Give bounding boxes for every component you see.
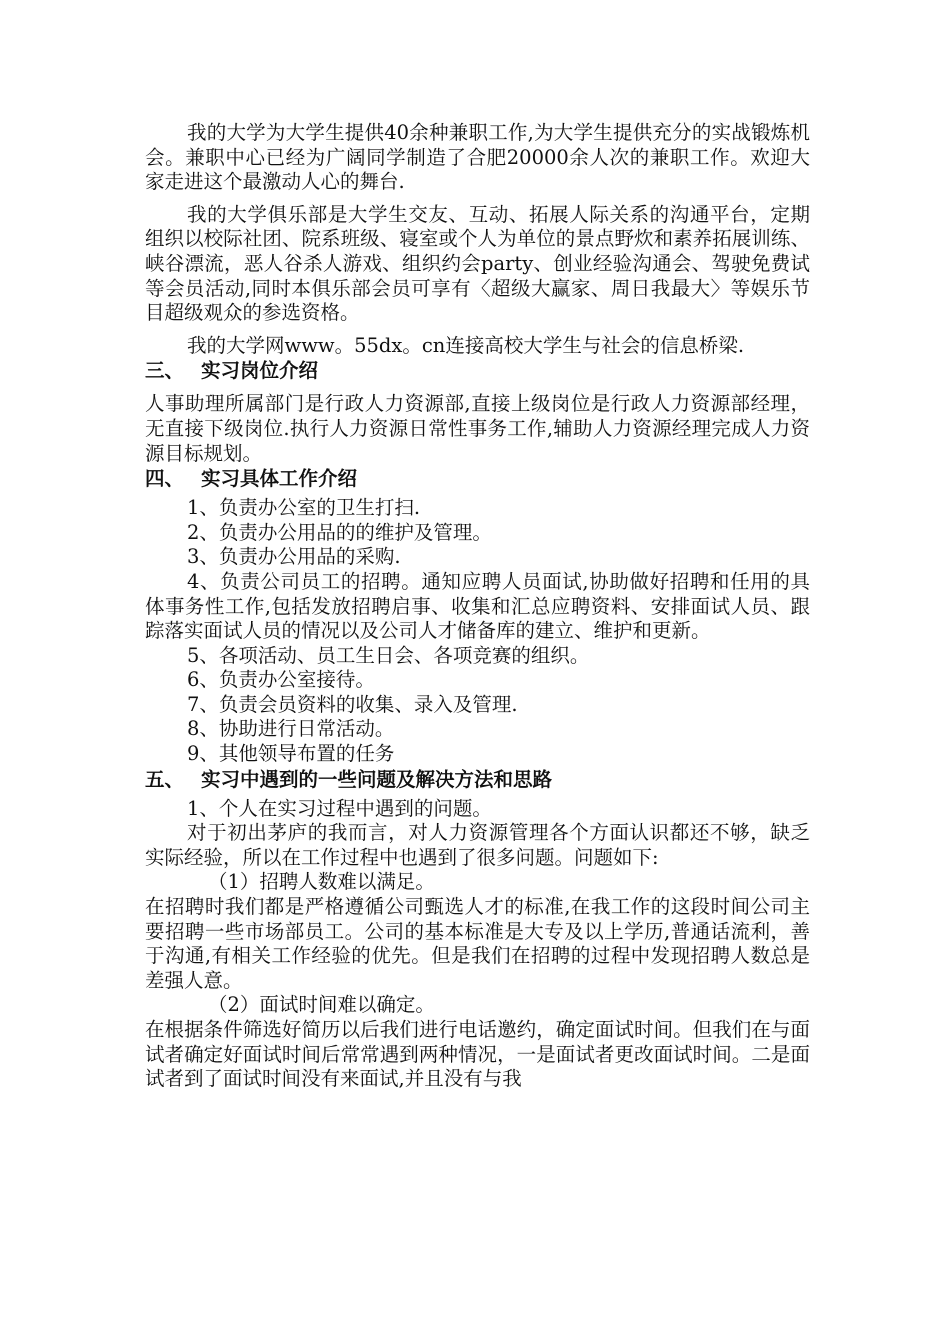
duty-item: 4、负责公司员工的招聘。通知应聘人员面试,协助做好招聘和任用的具体事务性工作,包括发放招聘启事、收集和汇总应聘资料、安排面试人员、跟踪落实面试人员的情况以及公司人才储备库的建立、维护和更新。	[145, 569, 810, 643]
duty-item: 6、负责办公室接待。	[187, 668, 375, 692]
problem-1-body: 在招聘时我们都是严格遵循公司甄选人才的标准,在我工作的这段时间公司主要招聘一些市场部员工。公司的基本标准是大专及以上学历,普通话流利，善于沟通,有相关工作经验的优先。但是我们在招聘的过程中发现招聘人数总是差强人意。	[145, 895, 810, 992]
section-5-heading	[145, 767, 810, 793]
problem-2-body: 在根据条件筛选好简历以后我们进行电话邀约，确定面试时间。但我们在与面试者确定好面试时间后常常遇到两种情况，一是面试者更改面试时间。二是面试者到了面试时间没有来面试,并且没有与我	[145, 1018, 810, 1091]
duty-item: 9、其他领导布置的任务	[187, 742, 395, 766]
duty-item: 3、负责办公用品的采购.	[187, 545, 401, 569]
section-4-heading	[145, 466, 810, 492]
duty-item: 2、负责办公用品的的维护及管理。	[187, 520, 492, 544]
document-page	[145, 121, 810, 1092]
problem-1-title: （1）招聘人数难以满足。	[208, 870, 435, 894]
section-3-body: 人事助理所属部门是行政人力资源部,直接上级岗位是行政人力资源部经理，无直接下级岗位.执行人力资源日常性事务工作,辅助人力资源经理完成人力资源目标规划。	[145, 392, 810, 465]
section-3-title: 实习岗位介绍	[201, 359, 319, 383]
intro-paragraph-3: 我的大学网www。55dx。cn连接高校大学生与社会的信息桥梁.	[187, 333, 745, 357]
duty-item: 7、负责会员资料的收集、录入及管理.	[187, 692, 518, 716]
problem-2-title: （2）面试时间难以确定。	[208, 993, 435, 1017]
duty-list	[145, 496, 810, 767]
section-4-number: 四、	[145, 467, 185, 491]
duty-item: 1、负责办公室的卫生打扫.	[187, 496, 421, 520]
duty-item: 8、协助进行日常活动。	[187, 717, 395, 741]
intro-paragraph-2: 我的大学俱乐部是大学生交友、互动、拓展人际关系的沟通平台，定期组织以校际社团、院系班级、寝室或个人为单位的景点野炊和素养拓展训练、峡谷漂流，恶人谷杀人游戏、组织约会party、创业经验沟通会、驾驶免费试等会员活动,同时本俱乐部会员可享有〈超级大赢家、周日我最大〉等娱乐节目超级观众的参选资格。	[145, 202, 810, 325]
section-5-title: 实习中遇到的一些问题及解决方法和思路	[201, 767, 553, 791]
section-5-subheading: 1、个人在实习过程中遇到的问题。	[187, 796, 492, 820]
section-5-intro: 对于初出茅庐的我而言，对人力资源管理各个方面认识都还不够，缺乏实际经验，所以在工作过程中也遇到了很多问题。问题如下:	[145, 821, 810, 869]
section-4-title: 实习具体工作介绍	[201, 467, 358, 491]
section-3-number: 三、	[145, 359, 185, 383]
intro-paragraph-1: 我的大学为大学生提供40余种兼职工作,为大学生提供充分的实战锻炼机会。兼职中心已经为广阔同学制造了合肥20000余人次的兼职工作。欢迎大家走进这个最激动人心的舞台.	[145, 121, 810, 194]
duty-item: 5、各项活动、员工生日会、各项竞赛的组织。	[187, 643, 590, 667]
section-5-number: 五、	[145, 767, 185, 791]
section-3-heading	[145, 358, 810, 384]
